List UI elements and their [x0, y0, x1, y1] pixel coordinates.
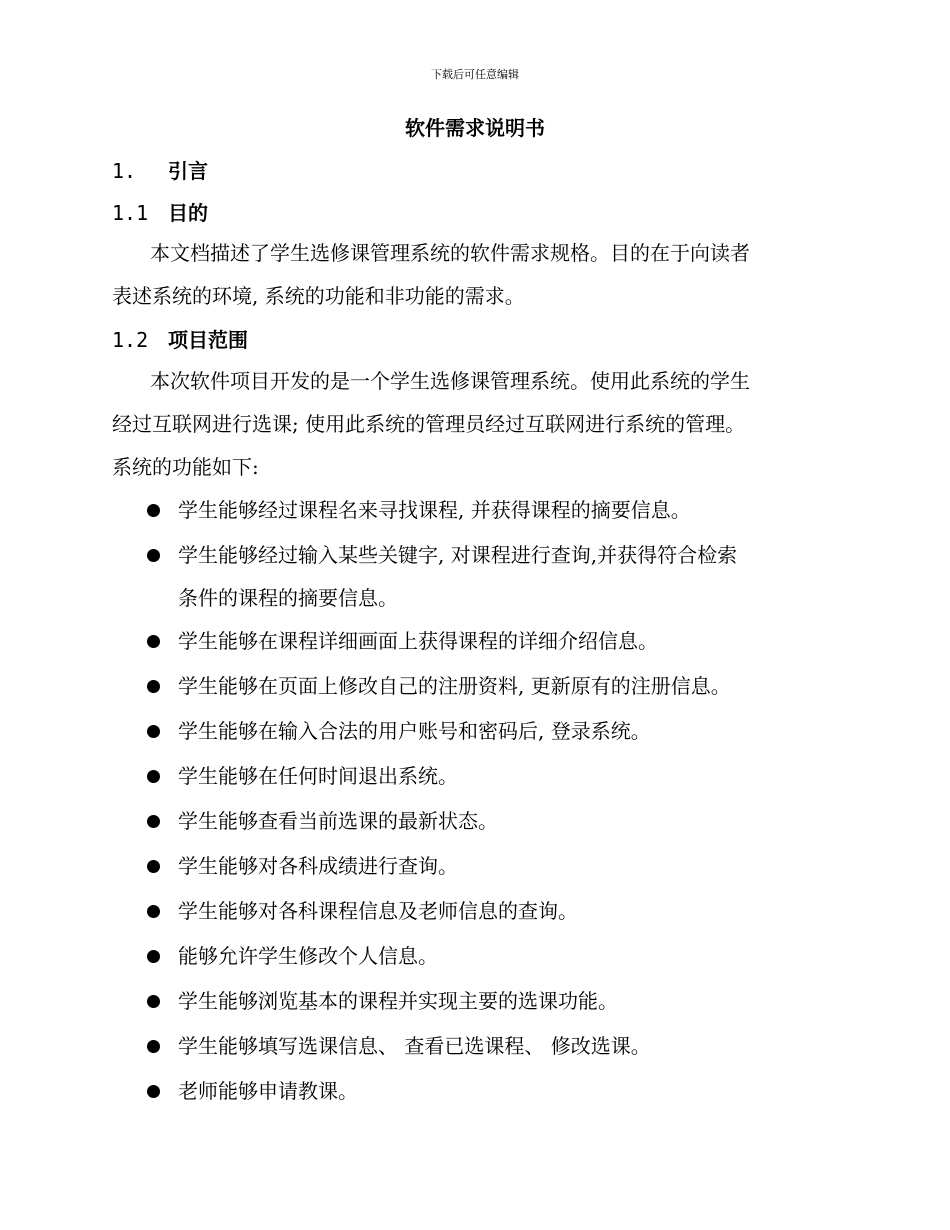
bullet-icon — [147, 680, 160, 693]
paragraph-line: 系统的功能如下: — [112, 455, 259, 479]
list-item: 学生能够查看当前选课的最新状态。 — [112, 799, 842, 844]
paragraph-line: 本次软件项目开发的是一个学生选修课管理系统。使用此系统的学生 — [150, 369, 750, 393]
list-item: 学生能够填写选课信息、 查看已选课程、 修改选课。 — [112, 1024, 842, 1069]
paragraph-line: 表述系统的环境, 系统的功能和非功能的需求。 — [112, 284, 525, 308]
bullet-icon — [147, 905, 160, 918]
section-number: 1.2 — [112, 328, 149, 352]
section-title: 引言 — [168, 159, 208, 183]
section-number: 1. — [112, 159, 137, 183]
scope-paragraph — [112, 360, 832, 489]
section-number: 1.1 — [112, 201, 149, 225]
purpose-paragraph — [112, 232, 832, 318]
bullet-icon — [147, 950, 160, 963]
document-title: 软件需求说明书 — [405, 116, 545, 140]
bullet-icon — [147, 725, 160, 738]
list-item: 学生能够对各科课程信息及老师信息的查询。 — [112, 889, 842, 934]
paragraph-line: 本文档描述了学生选修课管理系统的软件需求规格。目的在于向读者 — [150, 241, 750, 265]
feature-list — [112, 488, 842, 1114]
bullet-icon — [147, 549, 160, 562]
header-note: 下载后可任意编辑 — [431, 68, 519, 81]
bullet-icon — [147, 770, 160, 783]
bullet-icon — [147, 1040, 160, 1053]
section-title: 项目范围 — [168, 328, 248, 352]
section-heading-purpose — [112, 199, 208, 227]
bullet-icon — [147, 504, 160, 517]
list-item: 学生能够经过输入某些关键字, 对课程进行查询,并获得符合检索 条件的课程的摘要信息。 — [112, 533, 842, 619]
list-item: 学生能够经过课程名来寻找课程, 并获得课程的摘要信息。 — [112, 488, 842, 533]
bullet-icon — [147, 860, 160, 873]
paragraph-line: 经过互联网进行选课; 使用此系统的管理员经过互联网进行系统的管理。 — [112, 412, 746, 436]
bullet-icon — [147, 635, 160, 648]
bullet-icon — [147, 995, 160, 1008]
list-item: 学生能够对各科成绩进行查询。 — [112, 844, 842, 889]
list-item: 老师能够申请教课。 — [112, 1069, 842, 1114]
bullet-icon — [147, 1085, 160, 1098]
list-item: 学生能够浏览基本的课程并实现主要的选课功能。 — [112, 979, 842, 1024]
section-title: 目的 — [168, 201, 208, 225]
section-heading-scope — [112, 326, 248, 354]
list-item: 能够允许学生修改个人信息。 — [112, 934, 842, 979]
list-item: 学生能够在页面上修改自己的注册资料, 更新原有的注册信息。 — [112, 664, 842, 709]
list-item: 学生能够在输入合法的用户账号和密码后, 登录系统。 — [112, 709, 842, 754]
bullet-icon — [147, 815, 160, 828]
section-heading-introduction — [112, 157, 208, 185]
list-item: 学生能够在课程详细画面上获得课程的详细介绍信息。 — [112, 619, 842, 664]
list-item: 学生能够在任何时间退出系统。 — [112, 754, 842, 799]
